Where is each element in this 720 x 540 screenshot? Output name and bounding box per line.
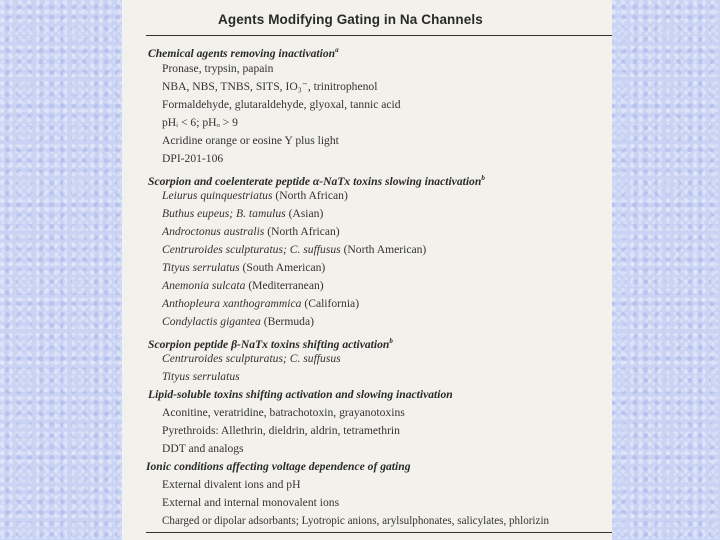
list-item: Tityus serrulatus (South American): [162, 261, 326, 274]
list-item: Anthopleura xanthogrammica (California): [162, 297, 360, 310]
list-item: External divalent ions and pH: [162, 478, 301, 491]
list-item: Buthus eupeus; B. tamulus (Asian): [162, 207, 324, 220]
list-item: Androctonus australis (North African): [162, 225, 340, 238]
list-item: Tityus serrulatus: [162, 370, 240, 383]
list-item: DPI-201-106: [162, 152, 224, 165]
list-item: Centruroides sculpturatus; C. suffusus (North American): [162, 243, 427, 256]
section-heading-beta-natx: Scorpion peptide β-NaTx toxins shifting activation$^b$: [148, 337, 393, 351]
list-item: Centruroides sculpturatus; C. suffusus: [162, 352, 341, 365]
section-heading-ionic-conditions: Ionic conditions affecting voltage dependence of gating: [146, 460, 411, 473]
section-heading-chemical-agents: Chemical agents removing inactivation$^a$: [148, 46, 339, 60]
list-item: NBA, NBS, TNBS, SITS, IO₃⁻, trinitrophenol: [162, 80, 378, 93]
list-item: DDT and analogs: [162, 442, 244, 455]
list-item: Aconitine, veratridine, batrachotoxin, grayanotoxins: [162, 406, 405, 419]
section-heading-alpha-natx: Scorpion and coelenterate peptide α-NaTx toxins slowing inactivation$^b$: [148, 174, 485, 188]
list-item: Acridine orange or eosine Y plus light: [162, 134, 339, 147]
top-rule: [146, 35, 612, 36]
list-item: External and internal monovalent ions: [162, 496, 340, 509]
list-item: Pronase, trypsin, papain: [162, 62, 274, 75]
document-page: [122, 0, 612, 540]
table-title: Agents Modifying Gating in Na Channels: [218, 12, 483, 27]
list-item: Condylactis gigantea (Bermuda): [162, 315, 314, 328]
bottom-rule: [146, 532, 612, 533]
list-item: Charged or dipolar adsorbants; Lyotropic anions, arylsulphonates, salicylates, phlorizin: [162, 515, 550, 527]
list-item: Formaldehyde, glutaraldehyde, glyoxal, tannic acid: [162, 98, 401, 111]
list-item: Pyrethroids: Allethrin, dieldrin, aldrin, tetramethrin: [162, 424, 400, 437]
list-item: Leiurus quinquestriatus (North African): [162, 189, 348, 202]
list-item: Anemonia sulcata (Mediterranean): [162, 279, 324, 292]
list-item: pHᵢ < 6; pHₒ > 9: [162, 116, 238, 129]
section-heading-lipid-soluble: Lipid-soluble toxins shifting activation and slowing inactivation: [148, 388, 453, 401]
